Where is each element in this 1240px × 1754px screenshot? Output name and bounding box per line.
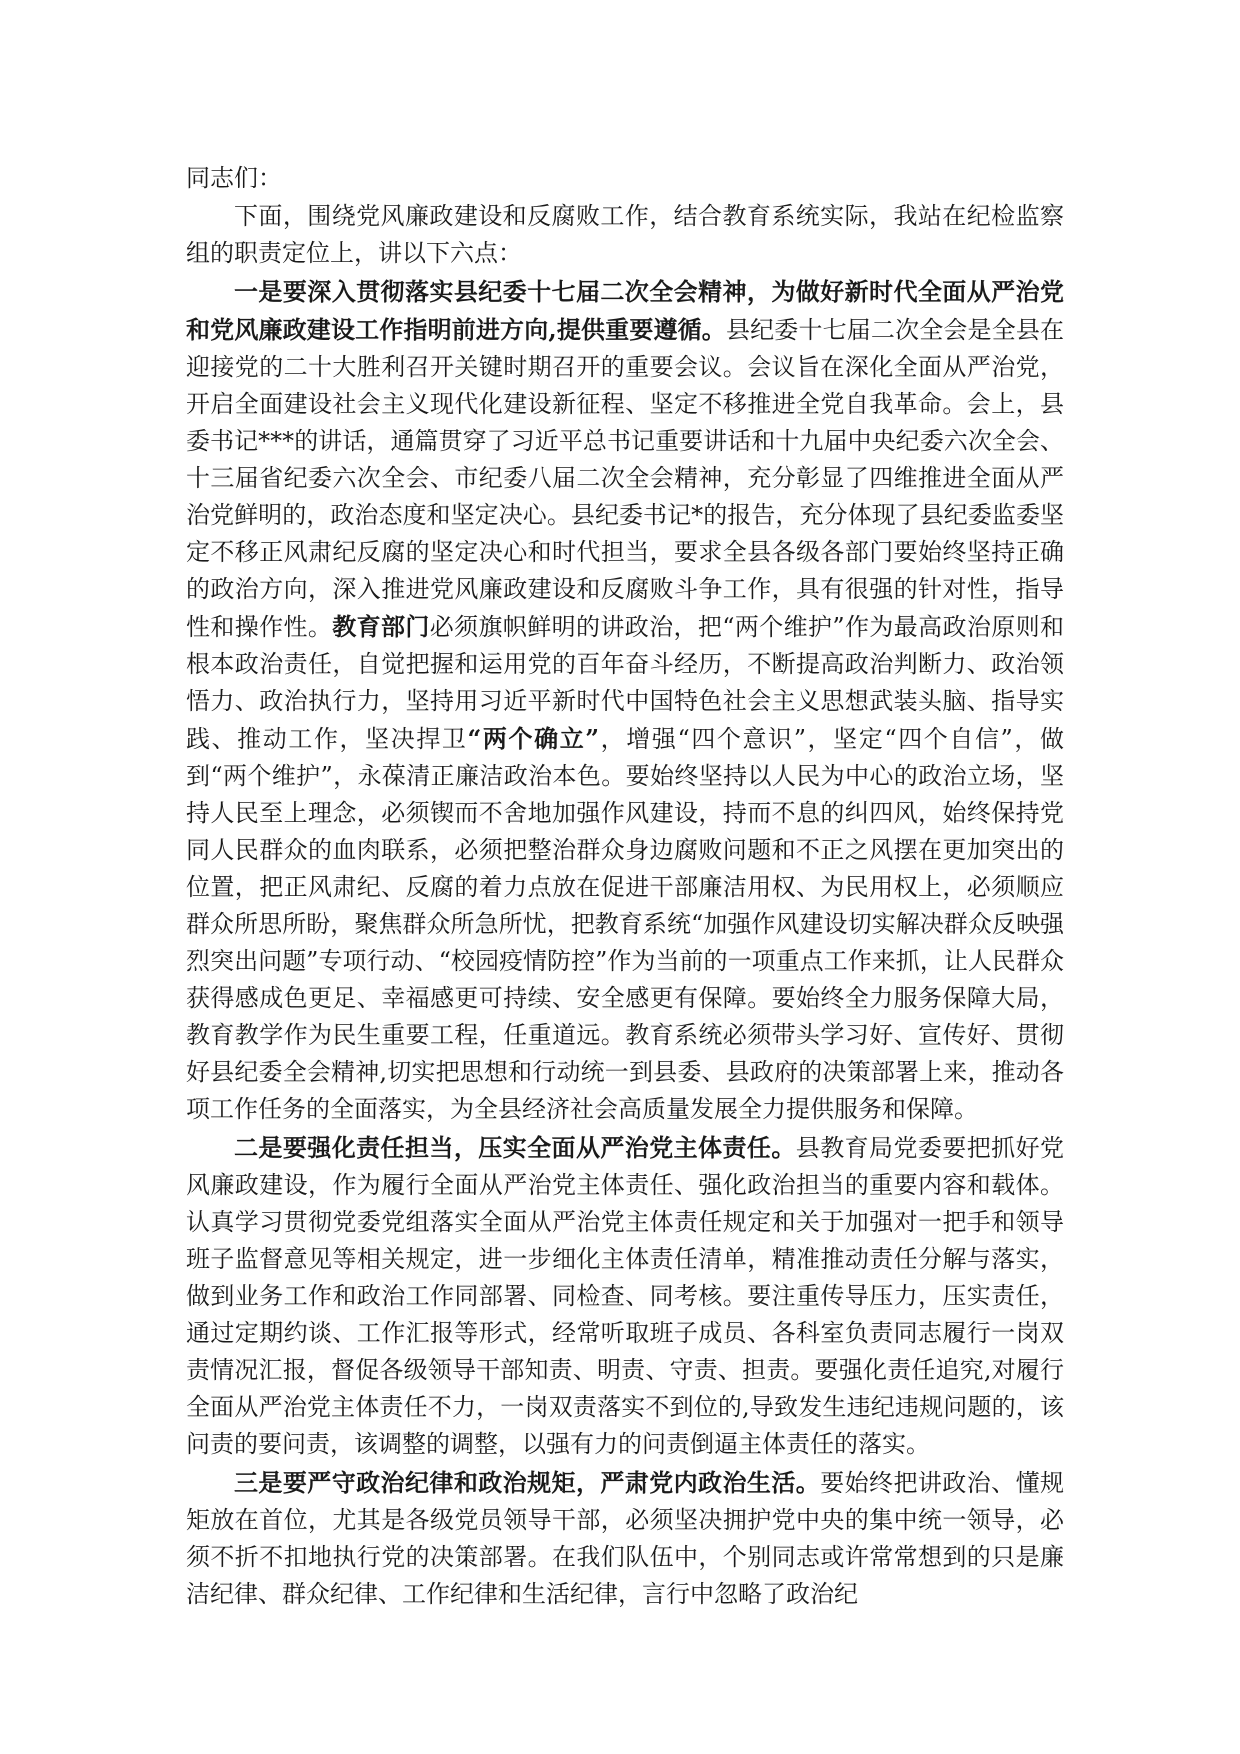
section-2-heading: 二是要强化责任担当，压实全面从严治党主体责任。 <box>234 1133 796 1162</box>
intro-paragraph: 下面，围绕党风廉政建设和反腐败工作，结合教育系统实际，我站在纪检监察组的职责定位上，讲以下六点： <box>186 202 1064 267</box>
section-2-paragraph <box>186 1129 1064 1463</box>
section-1-text-b: 必须旗帜鲜明的讲政治，把“两个维护”作为最高政治原则和根本政治责任，自觉把握和运用党的百年奋斗经历，不断提高政治判断力、政治领悟力、政治执行力，坚持用习近平新时代中国特色社会主义思想武装头脑、指导实践、推动工作，坚决捍卫 <box>186 613 1065 753</box>
section-3-heading: 三是要严守政治纪律和政治规矩，严肃党内政治生活。 <box>234 1468 821 1497</box>
section-1-bold-b: “两个确立” <box>467 724 600 753</box>
section-2-text: 县教育局党委要把抓好党风廉政建设，作为履行全面从严治党主体责任、强化政治担当的重要内容和载体。认真学习贯彻党委党组落实全面从严治党主体责任规定和关于加强对一把手和领导班子监督意见等相关规定，进一步细化主体责任清单，精准推动责任分解与落实，做到业务工作和政治工作同部署、同检查、同考核。要注重传导压力，压实责任，通过定期约谈、工作汇报等形式，经常听取班子成员、各科室负责同志履行一岗双责情况汇报，督促各级领导干部知责、明责、守责、担责。要强化责任追究,对履行全面从严治党主体责任不力，一岗双责落实不到位的,导致发生违纪违规问题的，该问责的要问责，该调整的调整，以强有力的问责倒逼主体责任的落实。 <box>186 1134 1065 1458</box>
section-1-heading: 一是要深入贯彻落实县纪委十七届二次全会精神，为做好新时代全面从严治党和党风廉政建设工作指明前进方向,提供重要遵循。 <box>186 277 1064 344</box>
section-1-text-c: ，增强“四个意识”，坚定“四个自信”，做到“两个维护”，永葆清正廉洁政治本色。要始终坚持以人民为中心的政治立场，坚持人民至上理念，必须锲而不舍地加强作风建设，持而不息的纠四风，始终保持党同人民群众的血肉联系，必须把整治群众身边腐败问题和不正之风摆在更加突出的位置，把正风肃纪、反腐的着力点放在促进干部廉洁用权、为民用权上，必须顺应群众所思所盼，聚焦群众所急所忧，把教育系统“加强作风建设切实解决群众反映强烈突出问题”专项行动、“校园疫情防控”作为当前的一项重点工作来抓，让人民群众获得感成色更足、幸福感更可持续、安全感更有保障。要始终全力服务保障大局，教育教学作为民生重要工程，任重道远。教育系统必须带头学习好、宣传好、贯彻好县纪委全会精神,切实把思想和行动统一到县委、县政府的决策部署上来，推动各项工作任务的全面落实，为全县经济社会高质量发展全力提供服务和保障。 <box>186 725 1065 1123</box>
section-3-paragraph <box>186 1464 1064 1613</box>
section-1-paragraph <box>186 273 1064 1128</box>
salutation: 同志们： <box>186 164 282 192</box>
document-page <box>186 160 1064 1614</box>
section-1-bold-a: 教育部门 <box>332 612 430 641</box>
section-3-text: 要始终把讲政治、懂规矩放在首位，尤其是各级党员领导干部，必须坚决拥护党中央的集中统一领导，必须不折不扣地执行党的决策部署。在我们队伍中，个别同志或许常常想到的只是廉洁纪律、群众纪律、工作纪律和生活纪律，言行中忽略了政治纪 <box>186 1469 1065 1608</box>
section-1-text-a: 县纪委十七届二次全会是全县在迎接党的二十大胜利召开关键时期召开的重要会议。会议旨在深化全面从严治党，开启全面建设社会主义现代化建设新征程、坚定不移推进全党自我革命。会上，县委书记***的讲话，通篇贯穿了习近平总书记重要讲话和十九届中央纪委六次全会、十三届省纪委六次全会、市纪委八届二次全会精神，充分彰显了四维推进全面从严治党鲜明的，政治态度和坚定决心。县纪委书记*的报告，充分体现了县纪委监委坚定不移正风肃纪反腐的坚定决心和时代担当，要求全县各级各部门要始终坚持正确的政治方向，深入推进党风廉政建设和反腐败斗争工作，具有很强的针对性，指导性和操作性。 <box>186 316 1065 641</box>
